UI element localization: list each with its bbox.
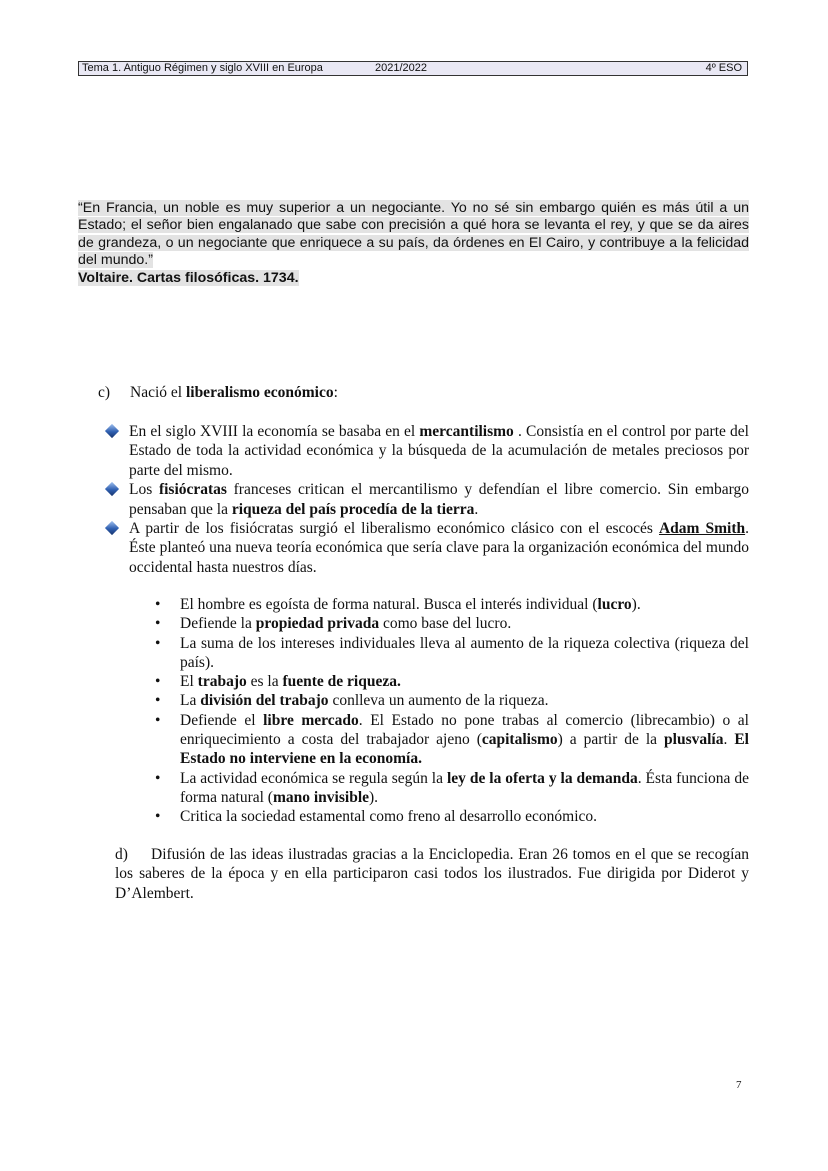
section-c-heading — [98, 383, 338, 402]
blue-diamond-bullet-icon — [105, 424, 119, 438]
principle-text: El hombre es egoísta de forma natural. Busca el interés individual ( — [180, 596, 598, 613]
section-d-text: Difusión de las ideas ilustradas gracias a la Enciclopedia. Eran 26 tomos en el que se recogían los saberes de la época y en ella participaron casi todos los ilustrados. Fue dirigida por Diderot y D’Alembert. — [115, 846, 749, 902]
principle-text: El — [180, 673, 198, 691]
quote-text: “En Francia, un noble es muy superior a un negociante. Yo no sé sin embargo quién es más útil a un Estado; el señor bien engalanado que sabe con precisión a qué hora se levanta el rey, y que se da aires de grandeza, o un negociante que enriquece a su país, da órdenes en El Cairo, y contribuye a la felicidad del mundo.” — [78, 200, 749, 269]
list-item — [150, 807, 749, 826]
principle-bold: división del trabajo — [200, 692, 329, 710]
bullet-dot-icon: • — [155, 596, 161, 613]
principle-bold: mano invisible — [272, 788, 370, 806]
principle-text: Defiende el — [180, 711, 264, 729]
principle-text: ). — [369, 788, 379, 806]
principle-text: . El Estado no pone trabas al comercio (librecambio) o al enriquecimiento a costa del trabajador ajeno ( — [180, 711, 749, 749]
list-item — [106, 480, 749, 519]
principle-text: . Ésta funciona de forma natural ( — [180, 769, 749, 806]
principle-text: ). — [631, 596, 641, 613]
list-item — [106, 422, 749, 480]
bullet-dot-icon: • — [155, 634, 161, 652]
bullet-text: . Consistía en el control por parte del Estado de toda la actividad económica y la búsqueda de la acumulación de metales preciosos por parte del mismo. — [129, 423, 749, 479]
bullet-dot-icon: • — [155, 808, 161, 826]
bullet-text: A partir de los fisiócratas surgió el liberalismo económico clásico con el escocés — [129, 520, 659, 538]
principle-bold: El Estado no interviene en la economía. — [180, 731, 749, 768]
bullet-text: En el siglo XVIII la economía se basaba en el — [129, 423, 420, 440]
bullet-text: . — [474, 500, 479, 518]
bullet-bold: mercantilismo — [419, 423, 514, 440]
principle-bold: propiedad privada — [255, 615, 380, 633]
list-item — [150, 634, 749, 673]
list-item — [150, 595, 749, 614]
adam-smith-name: Adam Smith — [658, 520, 746, 538]
principle-text: ) a partir de la — [557, 731, 665, 749]
principle-bold: fuente de riqueza. — [282, 673, 401, 691]
principle-text: La suma de los intereses individuales lleva al aumento de la riqueza colectiva (riqueza del país). — [180, 634, 749, 671]
blue-diamond-bullet-icon — [105, 521, 119, 535]
header-level: 4º ESO — [705, 62, 742, 74]
principle-text: es la — [246, 673, 283, 691]
page-header — [78, 61, 748, 76]
bullet-bold: riqueza del país procedía de la tierra — [231, 500, 475, 518]
section-c-text: Nació el — [130, 384, 186, 401]
header-title: Tema 1. Antiguo Régimen y siglo XVIII en Europa — [82, 62, 323, 74]
bullet-list — [106, 422, 749, 577]
principle-text: La — [180, 692, 201, 710]
bullet-dot-icon: • — [155, 711, 161, 729]
section-c-bold: liberalismo económico — [185, 384, 334, 401]
principle-bold: capitalismo — [481, 731, 558, 749]
blue-diamond-bullet-icon — [105, 482, 119, 496]
list-item — [150, 691, 749, 710]
principle-bold: trabajo — [197, 673, 247, 691]
section-d-letter: d) — [115, 846, 128, 863]
bullet-dot-icon: • — [155, 769, 161, 787]
principle-text: La actividad económica se regula según la — [180, 769, 447, 787]
list-item — [150, 769, 749, 808]
bullet-dot-icon: • — [155, 692, 161, 710]
bullet-bold: fisiócratas — [158, 481, 227, 499]
list-item — [150, 672, 749, 691]
principle-bold: lucro — [597, 596, 632, 613]
principle-text: Critica la sociedad estamental como freno al desarrollo económico. — [180, 808, 598, 826]
list-item — [150, 711, 749, 769]
section-d-paragraph — [115, 845, 749, 903]
bullet-text: . Éste planteó una nueva teoría económica que sería clave para la organización económica del mundo occidental hasta nuestros días. — [129, 520, 749, 576]
principle-text: como base del lucro. — [379, 615, 512, 633]
page-number: 7 — [736, 1079, 742, 1091]
bullet-text: franceses critican el mercantilismo y defendían el libre comercio. Sin embargo pensaban que la — [129, 481, 750, 518]
principle-bold: plusvalía — [664, 731, 724, 749]
bullet-dot-icon: • — [155, 615, 161, 633]
section-c-colon: : — [333, 384, 338, 401]
list-item — [150, 614, 749, 633]
bullet-dot-icon: • — [155, 673, 161, 691]
principle-bold: libre mercado — [263, 711, 359, 729]
bullet-text: Los — [129, 481, 159, 499]
principle-text: Defiende la — [180, 615, 256, 633]
principle-text: conlleva un aumento de la riqueza. — [328, 692, 549, 710]
principle-text: . — [723, 731, 735, 749]
quote-source: Voltaire. Cartas filosóficas. 1734. — [78, 269, 299, 286]
list-item — [106, 519, 749, 577]
voltaire-quote — [78, 200, 749, 287]
principle-bold: ley de la oferta y la demanda — [446, 769, 638, 787]
principles-list — [150, 595, 749, 827]
header-year: 2021/2022 — [375, 62, 427, 74]
section-c-letter: c) — [98, 384, 111, 401]
